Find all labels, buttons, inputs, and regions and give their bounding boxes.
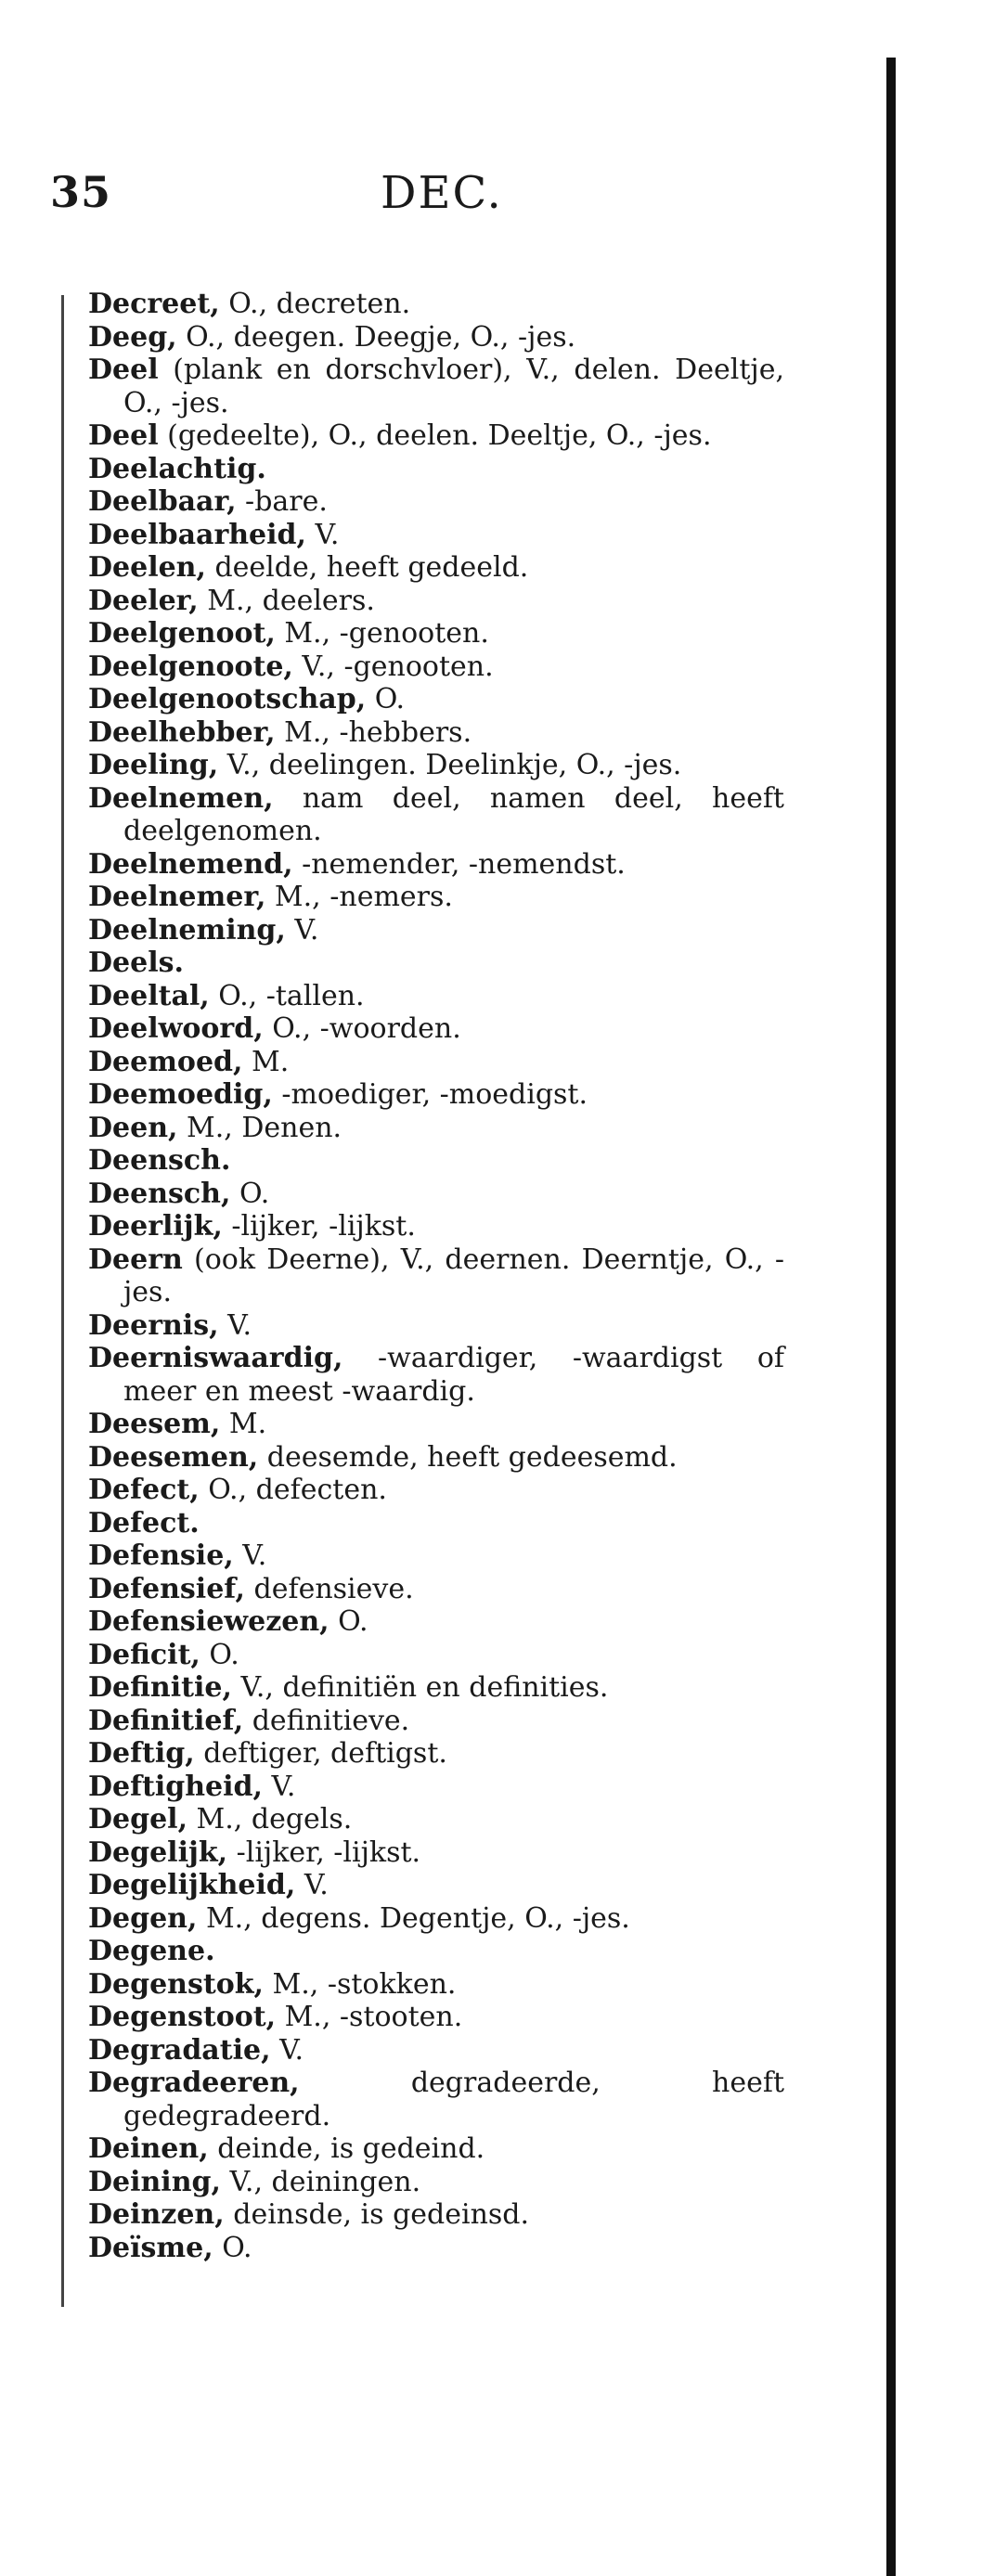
entry-headword: Deen,	[88, 1111, 178, 1144]
dictionary-entry	[88, 1771, 784, 1804]
entry-headword: Defensiewezen,	[88, 1605, 330, 1638]
entry-headword: Defensie,	[88, 1539, 234, 1572]
entry-headword: Defect,	[88, 1474, 200, 1506]
dictionary-entry	[88, 551, 784, 585]
entry-headword: Deeltal,	[88, 979, 210, 1012]
dictionary-entry	[88, 2132, 784, 2166]
dictionary-entry	[88, 2067, 784, 2132]
entry-headword: Deerlijk,	[88, 1210, 223, 1243]
entry-definition: M., -hebbers.	[275, 715, 472, 749]
entry-definition: O.	[213, 2231, 252, 2264]
dictionary-entry	[88, 288, 784, 321]
entry-definition: (gedeelte), O., deelen. Deeltje, O., -jes.	[158, 419, 712, 452]
dictionary-entry	[88, 1210, 784, 1243]
entry-headword: Degen,	[88, 1901, 198, 1935]
dictionary-entry	[88, 485, 784, 519]
entry-headword: Deelbaar,	[88, 485, 237, 518]
entry-definition: M., -stooten.	[276, 2001, 463, 2033]
entry-headword: Degradeeren,	[88, 2067, 300, 2099]
entry-headword: Degelijk,	[88, 1835, 228, 1869]
entry-definition: M.	[220, 1408, 267, 1440]
dictionary-entry	[88, 716, 784, 750]
dictionary-entry	[88, 453, 784, 486]
dictionary-entry	[88, 1046, 784, 1079]
entry-definition: O., decreten.	[219, 288, 411, 320]
entry-definition: deinde, is gedeind.	[208, 2132, 485, 2165]
entry-headword: Degene.	[88, 1935, 215, 1967]
entry-headword: Degradatie,	[88, 2033, 271, 2067]
dictionary-entries	[88, 288, 784, 2264]
entry-headword: Deels.	[88, 947, 184, 979]
entry-definition: V.	[233, 1539, 267, 1572]
dictionary-entry	[88, 519, 784, 552]
entry-headword: Deelgenoot,	[88, 617, 276, 650]
entry-headword: Deemoedig,	[88, 1078, 273, 1111]
dictionary-entry	[88, 1573, 784, 1606]
dictionary-entry	[88, 650, 784, 684]
dictionary-entry	[88, 1309, 784, 1343]
entry-headword: Deern	[88, 1243, 183, 1276]
dictionary-entry	[88, 1836, 784, 1870]
dictionary-entry	[88, 1539, 784, 1573]
entry-definition: -moediger, -moedigst.	[272, 1078, 588, 1111]
dictionary-entry	[88, 1474, 784, 1507]
entry-headword: Deinen,	[88, 2132, 209, 2165]
entry-definition: M., -nemers.	[265, 881, 453, 913]
dictionary-entry	[88, 1144, 784, 1178]
dictionary-entry	[88, 419, 784, 453]
entry-headword: Deemoed,	[88, 1045, 243, 1078]
dictionary-entry	[88, 1803, 784, 1836]
dictionary-entry	[88, 749, 784, 782]
entry-definition: deinsde, is gedeinsd.	[224, 2198, 530, 2231]
entry-headword: Deining,	[88, 2165, 221, 2198]
dictionary-entry	[88, 1441, 784, 1475]
entry-headword: Deftigheid,	[88, 1770, 263, 1803]
entry-headword: Decreet,	[88, 288, 220, 320]
entry-definition: V., definitiën en definities.	[231, 1671, 609, 1704]
dictionary-entry	[88, 980, 784, 1013]
dictionary-entry	[88, 321, 784, 354]
dictionary-entry	[88, 2232, 784, 2265]
entry-headword: Deeg,	[88, 320, 177, 354]
entry-headword: Definitief,	[88, 1704, 244, 1737]
dictionary-entry	[88, 1012, 784, 1046]
entry-definition: M.	[242, 1045, 290, 1078]
entry-definition: deesemde, heeft gedeesemd.	[258, 1440, 678, 1474]
entry-definition: -waardiger, -waardigst of meer en meest -waardig.	[123, 1342, 784, 1408]
dictionary-entry	[88, 1507, 784, 1540]
entry-definition: O., -woorden.	[263, 1012, 461, 1045]
entry-headword: Deelgenoote,	[88, 650, 293, 683]
entry-definition: deelde, heeft gedeeld.	[205, 551, 529, 584]
entry-definition: O., deegen. Deegje, O., -jes.	[176, 320, 576, 354]
entry-definition: M., Denen.	[177, 1111, 342, 1144]
entry-headword: Degel,	[88, 1803, 188, 1835]
entry-definition: O., -tallen.	[209, 979, 365, 1012]
entry-definition: deftiger, deftigst.	[194, 1737, 447, 1770]
entry-definition: definitieve.	[243, 1704, 410, 1737]
entry-headword: Deel	[88, 419, 159, 452]
entry-definition: O.	[366, 683, 406, 715]
entry-headword: Deeling,	[88, 749, 219, 781]
entry-headword: Deensch.	[88, 1144, 231, 1177]
dictionary-entry	[88, 881, 784, 914]
entry-definition: V.	[270, 2033, 304, 2067]
entry-definition: V.	[295, 1869, 329, 1901]
entry-definition: V., -genooten.	[292, 650, 494, 683]
dictionary-entry	[88, 1078, 784, 1112]
dictionary-entry	[88, 585, 784, 618]
entry-definition: -lijker, -lijkst.	[222, 1210, 416, 1243]
entry-headword: Deelnemer,	[88, 881, 266, 913]
dictionary-entry	[88, 1342, 784, 1408]
entry-definition: V., deiningen.	[220, 2165, 421, 2198]
entry-definition: V.	[218, 1308, 252, 1342]
entry-definition: O.	[200, 1638, 239, 1671]
dictionary-entry	[88, 1869, 784, 1902]
entry-headword: Deelnemend,	[88, 847, 293, 881]
entry-headword: Deernis,	[88, 1308, 219, 1342]
dictionary-entry	[88, 617, 784, 650]
dictionary-entry	[88, 683, 784, 716]
entry-headword: Degenstok,	[88, 1967, 264, 2001]
entry-headword: Definitie,	[88, 1671, 232, 1704]
entry-definition: M., -stokken.	[263, 1967, 457, 2001]
entry-definition: defensieve.	[244, 1572, 414, 1605]
entry-headword: Degelijkheid,	[88, 1869, 296, 1901]
entry-headword: Deftig,	[88, 1737, 195, 1770]
entry-headword: Deensch,	[88, 1177, 231, 1210]
entry-headword: Deelgenootschap,	[88, 683, 367, 715]
page-number: 35	[50, 167, 112, 217]
dictionary-entry	[88, 947, 784, 980]
dictionary-entry	[88, 1408, 784, 1441]
entry-headword: Deerniswaardig,	[88, 1342, 343, 1374]
entry-definition: O.	[329, 1605, 368, 1638]
entry-definition: (plank en dorschvloer), V., delen. Deeltje, O., -jes.	[123, 354, 784, 419]
entry-headword: Deelnemen,	[88, 781, 274, 815]
entry-definition: (ook Deerne), V., deernen. Deerntje, O., -jes.	[123, 1243, 784, 1308]
dictionary-entry	[88, 1605, 784, 1639]
entry-headword: Deelwoord,	[88, 1012, 264, 1045]
entry-definition: M., degels.	[187, 1803, 353, 1835]
right-margin-rule	[886, 58, 896, 2576]
entry-headword: Deeler,	[88, 584, 199, 617]
entry-definition: degradeerde, heeft gedegradeerd.	[123, 2067, 784, 2132]
entry-headword: Deinzen,	[88, 2198, 225, 2231]
running-head: DEC.	[381, 167, 503, 219]
dictionary-entry	[88, 354, 784, 419]
entry-definition: M., deelers.	[198, 584, 375, 617]
entry-headword: Defect.	[88, 1506, 200, 1539]
dictionary-entry	[88, 2034, 784, 2067]
dictionary-entry	[88, 1902, 784, 1936]
entry-definition: nam deel, namen deel, heeft deelgenomen.	[123, 781, 784, 847]
entry-definition: -bare.	[236, 485, 328, 518]
entry-headword: Deel	[88, 354, 159, 386]
entry-headword: Deïsme,	[88, 2231, 213, 2264]
dictionary-entry	[88, 1243, 784, 1309]
entry-definition: -nemender, -nemendst.	[292, 847, 626, 881]
entry-headword: Deelneming,	[88, 913, 286, 947]
entry-headword: Deesemen,	[88, 1440, 259, 1474]
entry-headword: Deesem,	[88, 1408, 221, 1440]
dictionary-entry	[88, 914, 784, 947]
dictionary-entry	[88, 2198, 784, 2232]
entry-definition: V., deelingen. Deelinkje, O., -jes.	[218, 749, 682, 781]
dictionary-entry	[88, 1935, 784, 1968]
entry-definition: M., -genooten.	[275, 617, 489, 650]
entry-headword: Deficit,	[88, 1638, 200, 1671]
entry-definition: V.	[285, 913, 319, 947]
entry-headword: Deelachtig.	[88, 452, 266, 485]
dictionary-entry	[88, 1705, 784, 1738]
dictionary-entry	[88, 1178, 784, 1211]
entry-definition: O.	[230, 1177, 270, 1210]
entry-definition: M., degens. Degentje, O., -jes.	[197, 1901, 630, 1935]
dictionary-entry	[88, 782, 784, 848]
dictionary-entry	[88, 848, 784, 882]
dictionary-entry	[88, 1671, 784, 1705]
entry-definition: O., defecten.	[199, 1474, 387, 1506]
dictionary-entry	[88, 2001, 784, 2034]
entry-headword: Deelbaarheid,	[88, 518, 306, 551]
entry-headword: Defensief,	[88, 1572, 245, 1605]
dictionary-entry	[88, 1639, 784, 1672]
entry-definition: -lijker, -lijkst.	[227, 1835, 421, 1869]
entry-definition: V.	[262, 1770, 296, 1803]
left-margin-rule	[61, 295, 64, 2307]
entry-headword: Deelen,	[88, 551, 206, 584]
dictionary-entry	[88, 1737, 784, 1771]
entry-headword: Deelhebber,	[88, 715, 276, 749]
dictionary-entry	[88, 2166, 784, 2199]
entry-headword: Degenstoot,	[88, 2001, 277, 2033]
entry-definition: V.	[305, 518, 340, 551]
dictionary-entry	[88, 1968, 784, 2002]
dictionary-entry	[88, 1112, 784, 1145]
